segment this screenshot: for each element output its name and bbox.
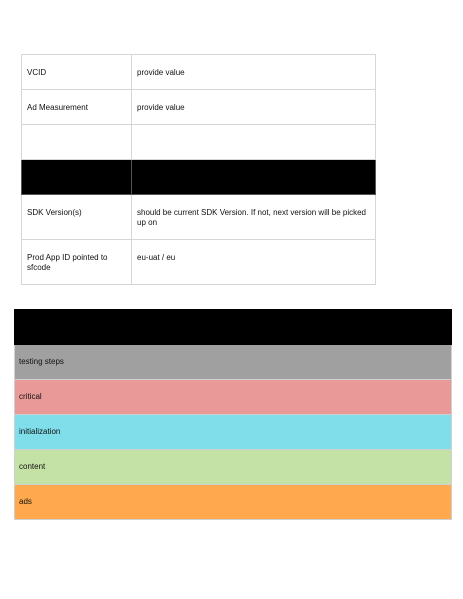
header-cell — [132, 160, 376, 195]
legend-cell-initialization: initialization — [15, 415, 452, 450]
table-row — [22, 125, 376, 160]
legend-row — [15, 415, 452, 450]
section-header-row — [22, 160, 376, 195]
value-cell[interactable]: eu-uat / eu — [132, 240, 376, 285]
legend-cell-critical: critical — [15, 380, 452, 415]
legend-row — [15, 310, 452, 345]
table-row — [22, 240, 376, 285]
value-cell[interactable]: provide value — [132, 55, 376, 90]
value-cell[interactable] — [132, 125, 376, 160]
value-cell[interactable]: provide value — [132, 90, 376, 125]
table-row — [22, 90, 376, 125]
legend-cell-ads: ads — [15, 485, 452, 520]
color-legend-table — [14, 309, 452, 520]
label-cell: SDK Version(s) — [22, 195, 132, 240]
legend-cell-testing-steps: testing steps — [15, 345, 452, 380]
value-cell[interactable]: should be current SDK Version. If not, next version will be picked up on — [132, 195, 376, 240]
legend-row — [15, 345, 452, 380]
header-cell — [22, 160, 132, 195]
table-row — [22, 55, 376, 90]
table-row — [22, 195, 376, 240]
legend-row — [15, 450, 452, 485]
info-table — [21, 54, 376, 285]
label-cell: VCID — [22, 55, 132, 90]
label-cell: Ad Measurement — [22, 90, 132, 125]
label-cell — [22, 125, 132, 160]
legend-row — [15, 485, 452, 520]
legend-row — [15, 380, 452, 415]
label-cell: Prod App ID pointed to sfcode — [22, 240, 132, 285]
legend-cell — [15, 310, 452, 345]
legend-cell-content: content — [15, 450, 452, 485]
